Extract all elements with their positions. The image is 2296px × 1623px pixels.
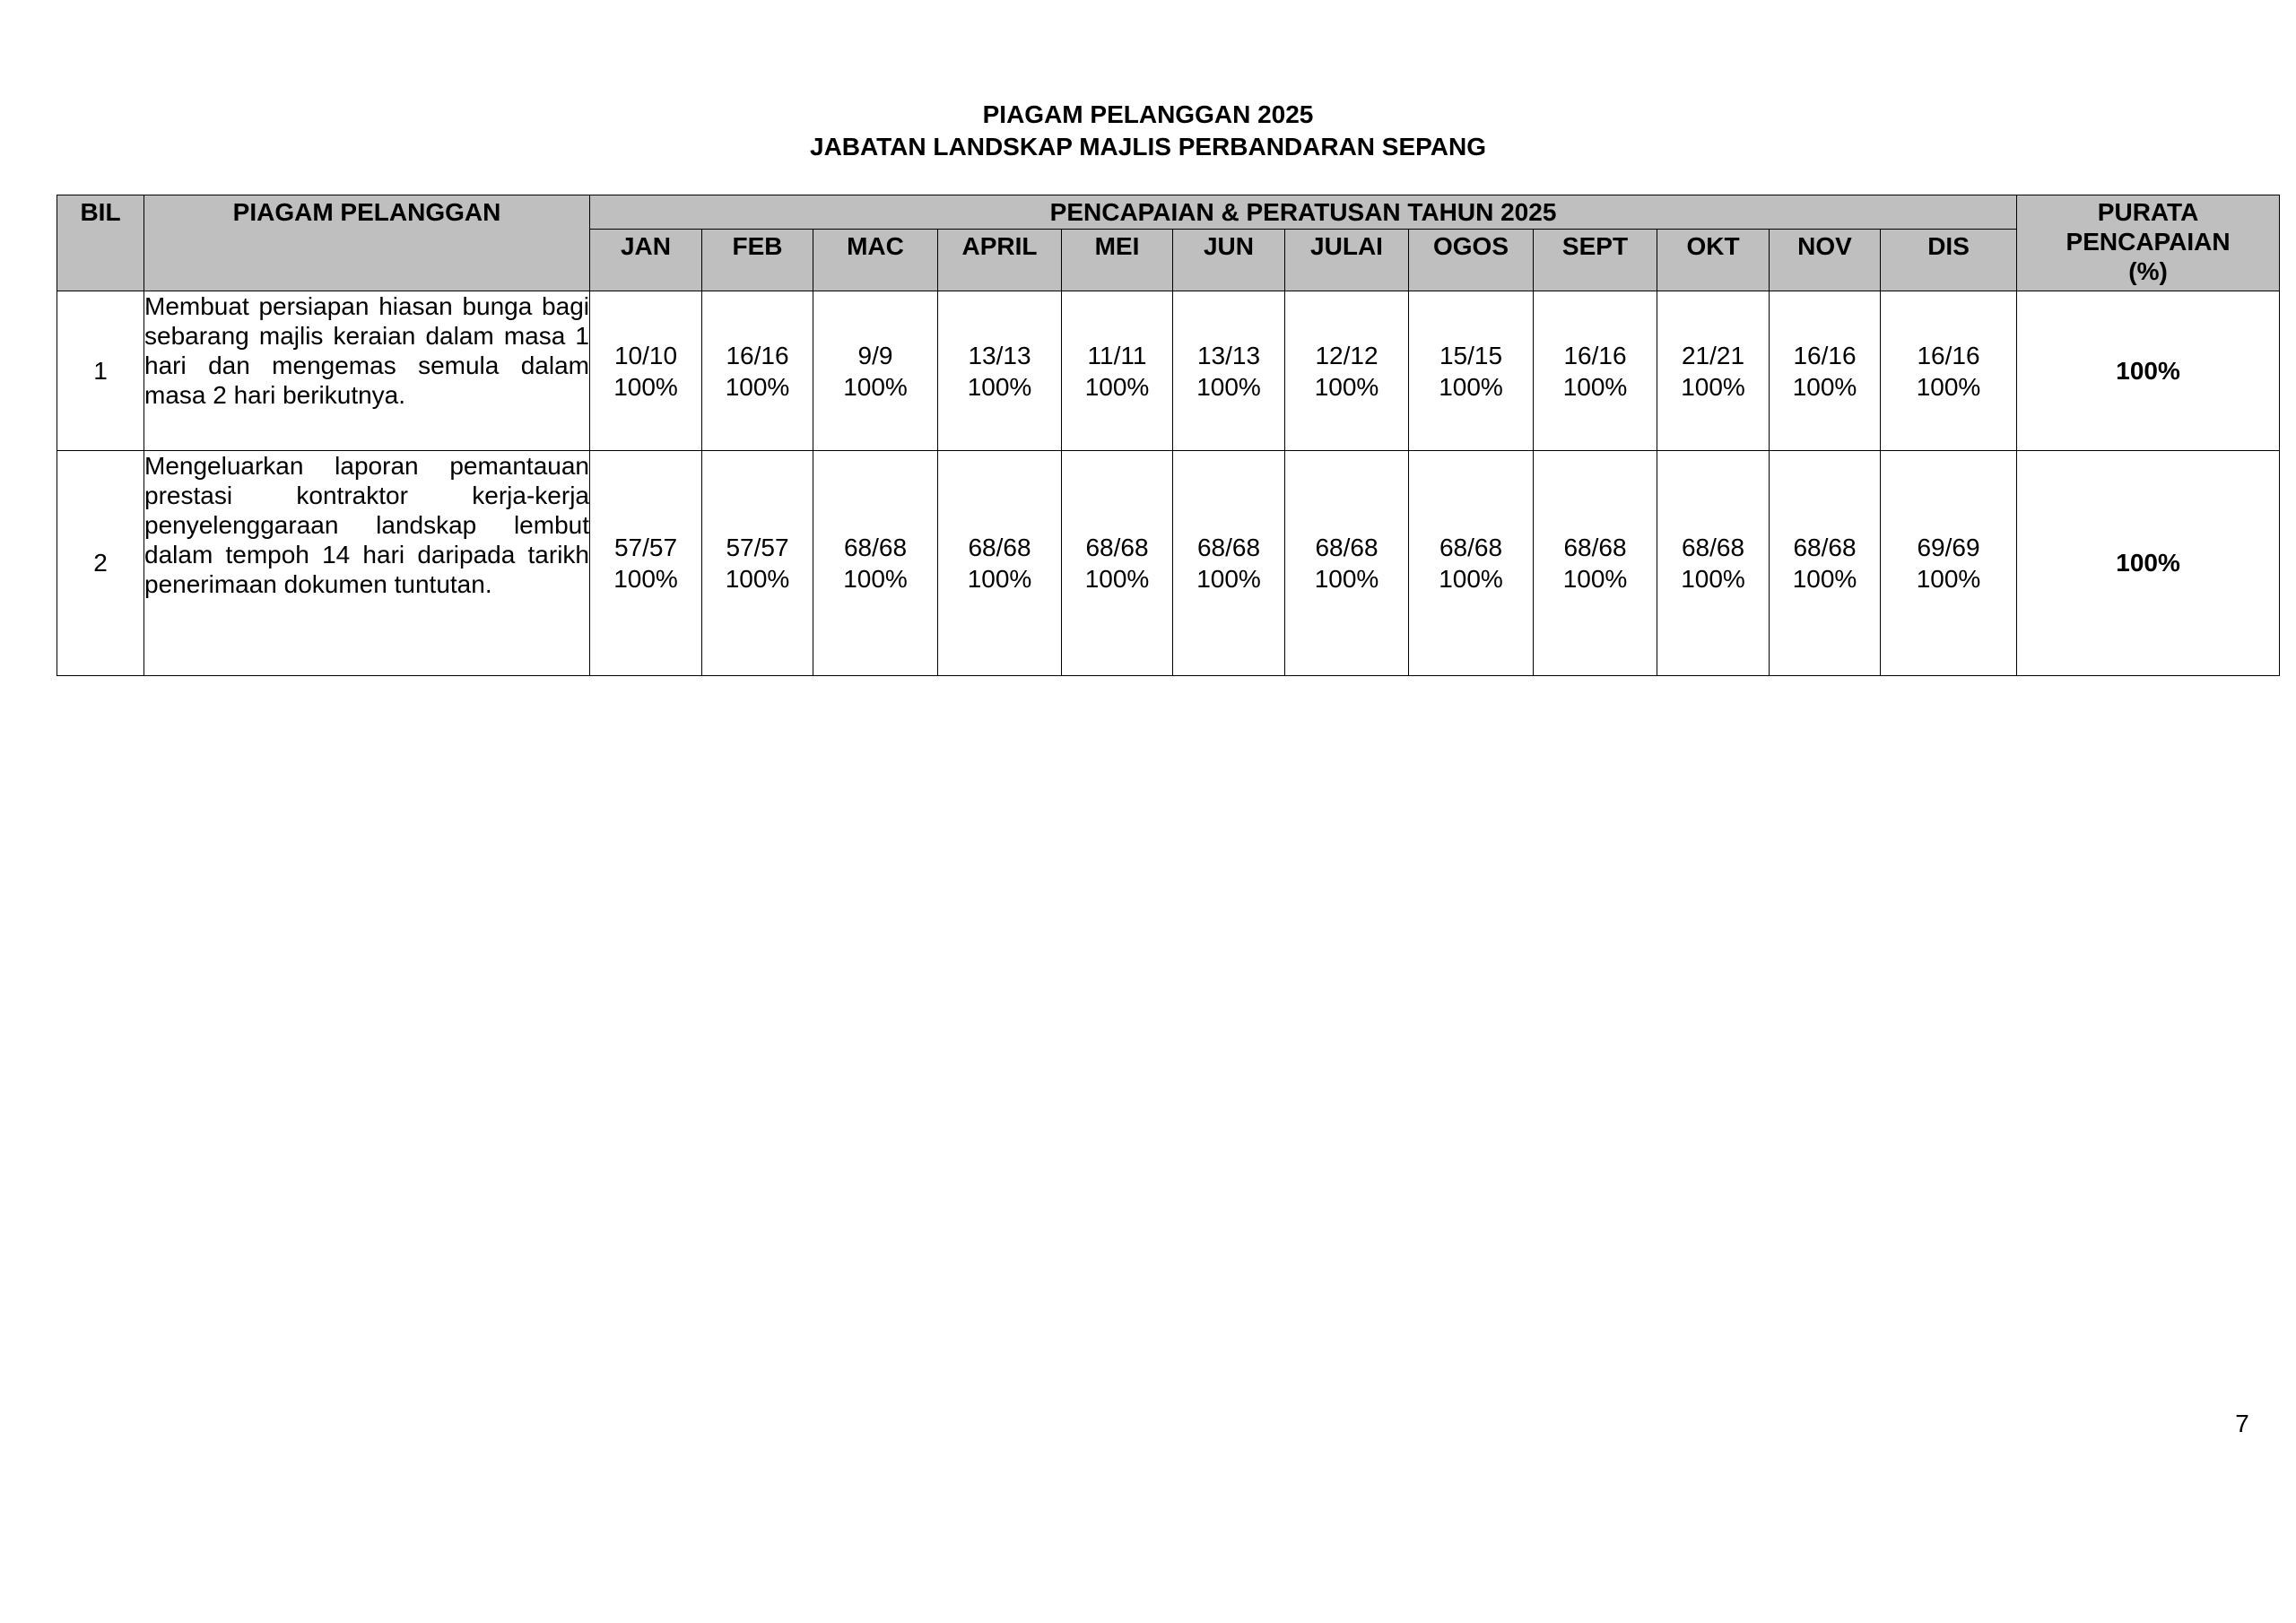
month-cell — [1062, 291, 1173, 451]
month-fraction: 68/68 — [843, 534, 908, 561]
month-percent: 100% — [725, 372, 790, 401]
charter-description: Mengeluarkan laporan pemantauan prestasi kontraktor kerja-kerja penyelenggaraan landskap lembut dalam tempoh 14 hari daripada tarikh penerimaan dokumen tuntutan. — [144, 451, 590, 676]
month-fraction: 9/9 — [857, 341, 893, 369]
customer-charter-table — [57, 195, 2280, 676]
month-fraction: 13/13 — [1196, 341, 1261, 369]
month-cell — [1881, 451, 2017, 676]
month-cell — [1881, 291, 2017, 451]
header-month: OKT — [1657, 230, 1770, 291]
month-cell — [813, 291, 938, 451]
row-number: 1 — [57, 291, 144, 451]
month-fraction: 16/16 — [726, 341, 789, 369]
page-number: 7 — [2235, 1410, 2249, 1437]
month-fraction: 57/57 — [613, 534, 678, 561]
table-row — [57, 451, 2280, 676]
title-line-2: JABATAN LANDSKAP MAJLIS PERBANDARAN SEPANG — [810, 133, 1486, 161]
month-fraction: 69/69 — [1917, 534, 1980, 561]
table-body — [57, 291, 2280, 676]
month-percent: 100% — [1792, 372, 1857, 401]
month-percent: 100% — [1562, 565, 1628, 593]
month-percent: 100% — [1681, 372, 1745, 401]
month-fraction: 68/68 — [1315, 534, 1378, 561]
month-percent: 100% — [1439, 372, 1503, 401]
month-percent: 100% — [1439, 565, 1503, 593]
month-cell — [590, 451, 702, 676]
month-percent: 100% — [1196, 372, 1261, 401]
header-month: MEI — [1062, 230, 1173, 291]
month-percent: 100% — [843, 372, 908, 401]
month-cell — [702, 451, 813, 676]
month-cell — [1534, 451, 1657, 676]
month-fraction: 57/57 — [726, 534, 789, 561]
month-fraction: 12/12 — [1315, 341, 1378, 369]
month-cell — [590, 291, 702, 451]
month-percent: 100% — [1196, 565, 1261, 593]
header-month: OGOS — [1409, 230, 1534, 291]
month-fraction: 68/68 — [1196, 534, 1261, 561]
month-fraction: 16/16 — [1563, 341, 1627, 369]
month-percent: 100% — [967, 565, 1032, 593]
month-percent: 100% — [1916, 372, 1981, 401]
month-percent: 100% — [1314, 372, 1379, 401]
header-month: JAN — [590, 230, 702, 291]
header-month: JULAI — [1285, 230, 1409, 291]
header-month: FEB — [702, 230, 813, 291]
header-month: SEPT — [1534, 230, 1657, 291]
month-fraction: 16/16 — [1793, 341, 1857, 369]
month-percent: 100% — [613, 372, 678, 401]
header-month: APRIL — [938, 230, 1062, 291]
month-fraction: 13/13 — [968, 341, 1031, 369]
average-achievement: 100% — [2017, 451, 2280, 676]
month-cell — [1285, 451, 1409, 676]
month-fraction: 68/68 — [968, 534, 1031, 561]
title-line-1: PIAGAM PELANGGAN 2025 — [982, 100, 1314, 128]
month-cell — [1409, 291, 1534, 451]
header-month: MAC — [813, 230, 938, 291]
table-row — [57, 291, 2280, 451]
month-cell — [813, 451, 938, 676]
average-achievement: 100% — [2017, 291, 2280, 451]
month-percent: 100% — [1084, 565, 1150, 593]
month-cell — [1770, 451, 1881, 676]
month-percent: 100% — [1562, 372, 1628, 401]
month-percent: 100% — [725, 565, 790, 593]
row-number: 2 — [57, 451, 144, 676]
header-month: NOV — [1770, 230, 1881, 291]
month-cell — [938, 451, 1062, 676]
month-cell — [1285, 291, 1409, 451]
month-fraction: 68/68 — [1563, 534, 1627, 561]
month-fraction: 68/68 — [1439, 534, 1503, 561]
month-cell — [1657, 451, 1770, 676]
header-row-main — [57, 195, 2280, 230]
month-fraction: 21/21 — [1681, 341, 1745, 369]
month-percent: 100% — [967, 372, 1032, 401]
header-bil: BIL — [57, 195, 144, 291]
charter-description: Membuat persiapan hiasan bunga bagi sebarang majlis keraian dalam masa 1 hari dan mengemas semula dalam masa 2 hari berikutnya. — [144, 291, 590, 451]
document-title — [0, 99, 2296, 163]
month-cell — [1409, 451, 1534, 676]
month-cell — [1173, 451, 1285, 676]
month-fraction: 68/68 — [1681, 534, 1745, 561]
header-charter: PIAGAM PELANGGAN — [144, 195, 590, 291]
month-percent: 100% — [613, 565, 678, 593]
month-percent: 100% — [1314, 565, 1379, 593]
header-average: PURATA PENCAPAIAN (%) — [2017, 195, 2280, 291]
month-fraction: 68/68 — [1085, 534, 1149, 561]
month-percent: 100% — [1916, 565, 1981, 593]
month-cell — [1173, 291, 1285, 451]
month-cell — [702, 291, 813, 451]
month-fraction: 10/10 — [613, 341, 678, 369]
month-cell — [1657, 291, 1770, 451]
header-achievement: PENCAPAIAN & PERATUSAN TAHUN 2025 — [590, 195, 2017, 230]
header-month: DIS — [1881, 230, 2017, 291]
header-month: JUN — [1173, 230, 1285, 291]
month-cell — [1770, 291, 1881, 451]
month-percent: 100% — [1681, 565, 1745, 593]
month-percent: 100% — [843, 565, 908, 593]
month-percent: 100% — [1084, 372, 1150, 401]
month-fraction: 11/11 — [1087, 341, 1147, 369]
month-cell — [938, 291, 1062, 451]
month-fraction: 16/16 — [1917, 341, 1980, 369]
month-fraction: 68/68 — [1793, 534, 1857, 561]
month-percent: 100% — [1792, 565, 1857, 593]
month-fraction: 15/15 — [1439, 341, 1503, 369]
month-cell — [1062, 451, 1173, 676]
month-cell — [1534, 291, 1657, 451]
